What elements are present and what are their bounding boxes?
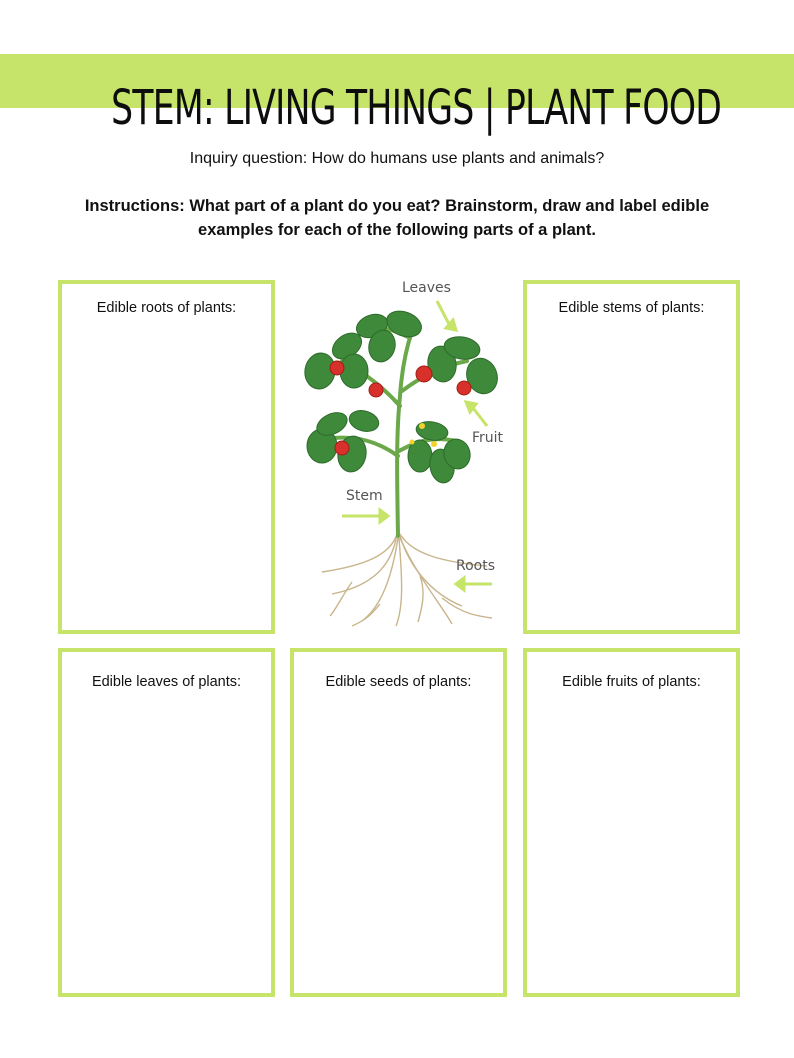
seeds-box[interactable] <box>290 648 507 997</box>
seeds-box-label: Edible seeds of plants: <box>325 674 472 690</box>
inquiry-question: Inquiry question: How do humans use plants and animals? <box>189 150 605 167</box>
leaves-box[interactable] <box>58 648 275 997</box>
page-title: STEM: LIVING THINGS | PLANT FOOD <box>111 80 722 136</box>
leaves-label: Leaves <box>402 280 451 296</box>
stem-label: Stem <box>346 488 383 504</box>
plant-illustration <box>292 276 522 632</box>
fruits-box[interactable] <box>523 648 740 997</box>
roots-box[interactable] <box>58 280 275 634</box>
roots-box-label: Edible roots of plants: <box>96 300 237 316</box>
roots-label: Roots <box>456 558 496 574</box>
roots-drawing <box>322 534 492 626</box>
fruits-box-label: Edible fruits of plants: <box>562 674 701 690</box>
stems-box-label: Edible stems of plants: <box>558 300 705 316</box>
plant-diagram <box>292 276 522 632</box>
stems-box[interactable] <box>523 280 740 634</box>
instructions-text: Instructions: What part of a plant do you eat? Brainstorm, draw and label edible examples for each of the following parts of a plant. <box>84 197 710 239</box>
fruit-label: Fruit <box>472 430 504 446</box>
leaves-drawing <box>302 307 502 485</box>
leaves-box-label: Edible leaves of plants: <box>91 674 242 690</box>
